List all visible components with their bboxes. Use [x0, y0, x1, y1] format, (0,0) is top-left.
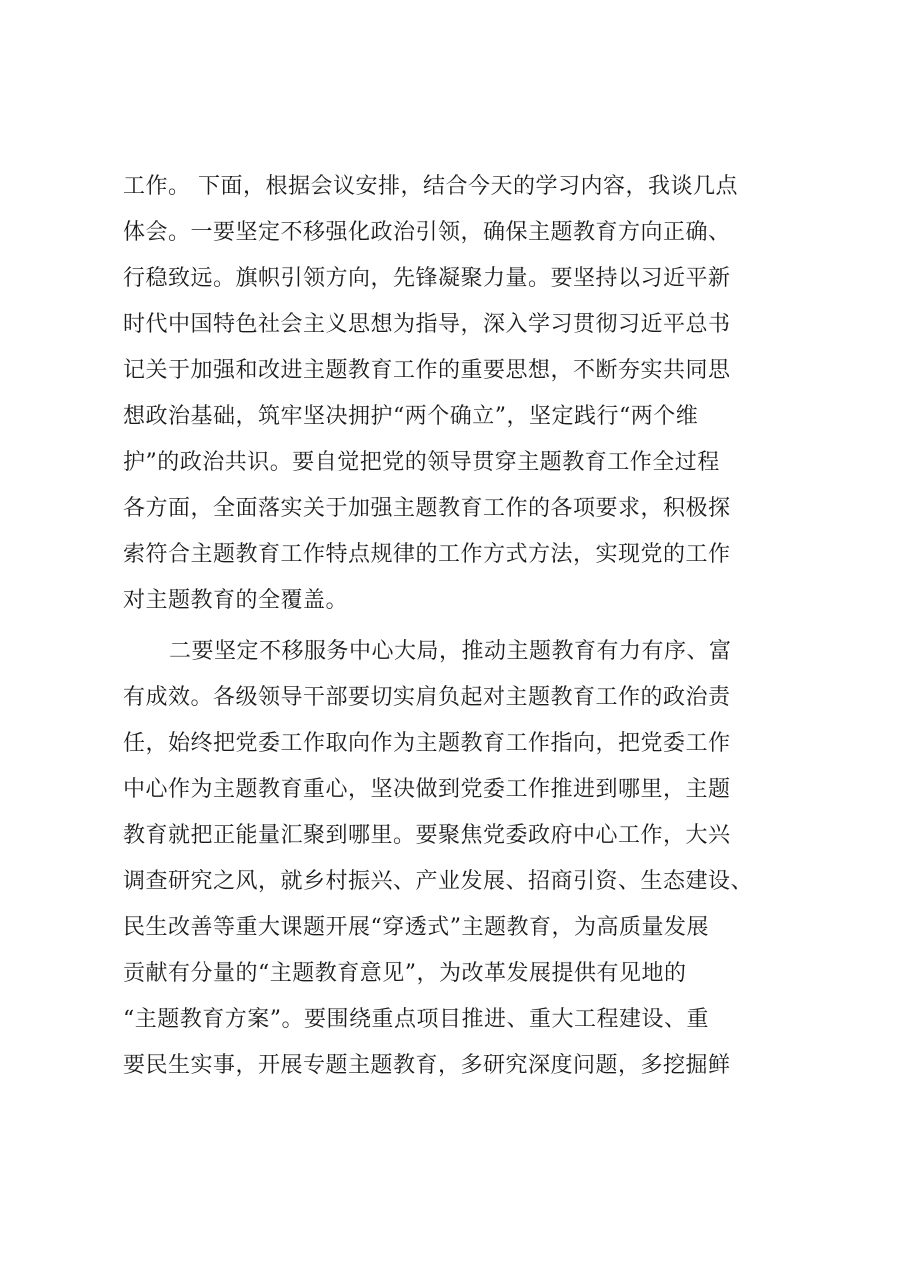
text-line: 体会。一要坚定不移强化政治引领，确保主题教育方向正确、: [123, 220, 731, 245]
text-line: 对主题教育的全覆盖。: [123, 588, 349, 613]
text-line: 二要坚定不移服务中心大局，推动主题教育有力有序、富: [169, 639, 732, 664]
text-line: 时代中国特色社会主义思想为指导，深入学习贯彻习近平总书: [123, 312, 731, 337]
text-line: 记关于加强和改进主题教育工作的重要思想，不断夯实共同思: [123, 358, 731, 383]
text-line: 想政治基础，筑牢坚决拥护“两个确立”，坚定践行“两个维: [123, 404, 699, 429]
text-line: 任，始终把党委工作取向作为主题教育工作指向，把党委工作: [123, 731, 731, 756]
text-line: 各方面，全面落实关于加强主题教育工作的各项要求，积极探: [123, 496, 731, 521]
text-line: 有成效。各级领导干部要切实肩负起对主题教育工作的政治责: [123, 685, 731, 710]
text-line: 工作。 下面，根据会议安排，结合今天的学习内容，我谈几点: [123, 174, 738, 199]
text-line: 要民生实事，开展专题主题教育，多研究深度问题，多挖掘鲜: [123, 1053, 731, 1078]
text-line: 行稳致远。旗帜引领方向，先锋凝聚力量。要坚持以习近平新: [123, 266, 731, 291]
text-line: 中心作为主题教育重心，坚决做到党委工作推进到哪里，主题: [123, 777, 731, 802]
text-line: 调查研究之风，就乡村振兴、产业发展、招商引资、生态建设、: [123, 869, 754, 894]
text-line: 贡献有分量的“主题教育意见”，为改革发展提供有见地的: [123, 961, 687, 986]
text-line: 索符合主题教育工作特点规律的工作方式方法，实现党的工作: [123, 542, 731, 567]
text-line: 教育就把正能量汇聚到哪里。要聚焦党委政府中心工作，大兴: [123, 823, 731, 848]
text-line: 护”的政治共识。要自觉把党的领导贯穿主题教育工作全过程: [123, 450, 720, 475]
text-line: “主题教育方案”。要围绕重点项目推进、重大工程建设、重: [123, 1007, 709, 1032]
text-line: 民生改善等重大课题开展“穿透式”主题教育，为高质量发展: [123, 915, 709, 940]
